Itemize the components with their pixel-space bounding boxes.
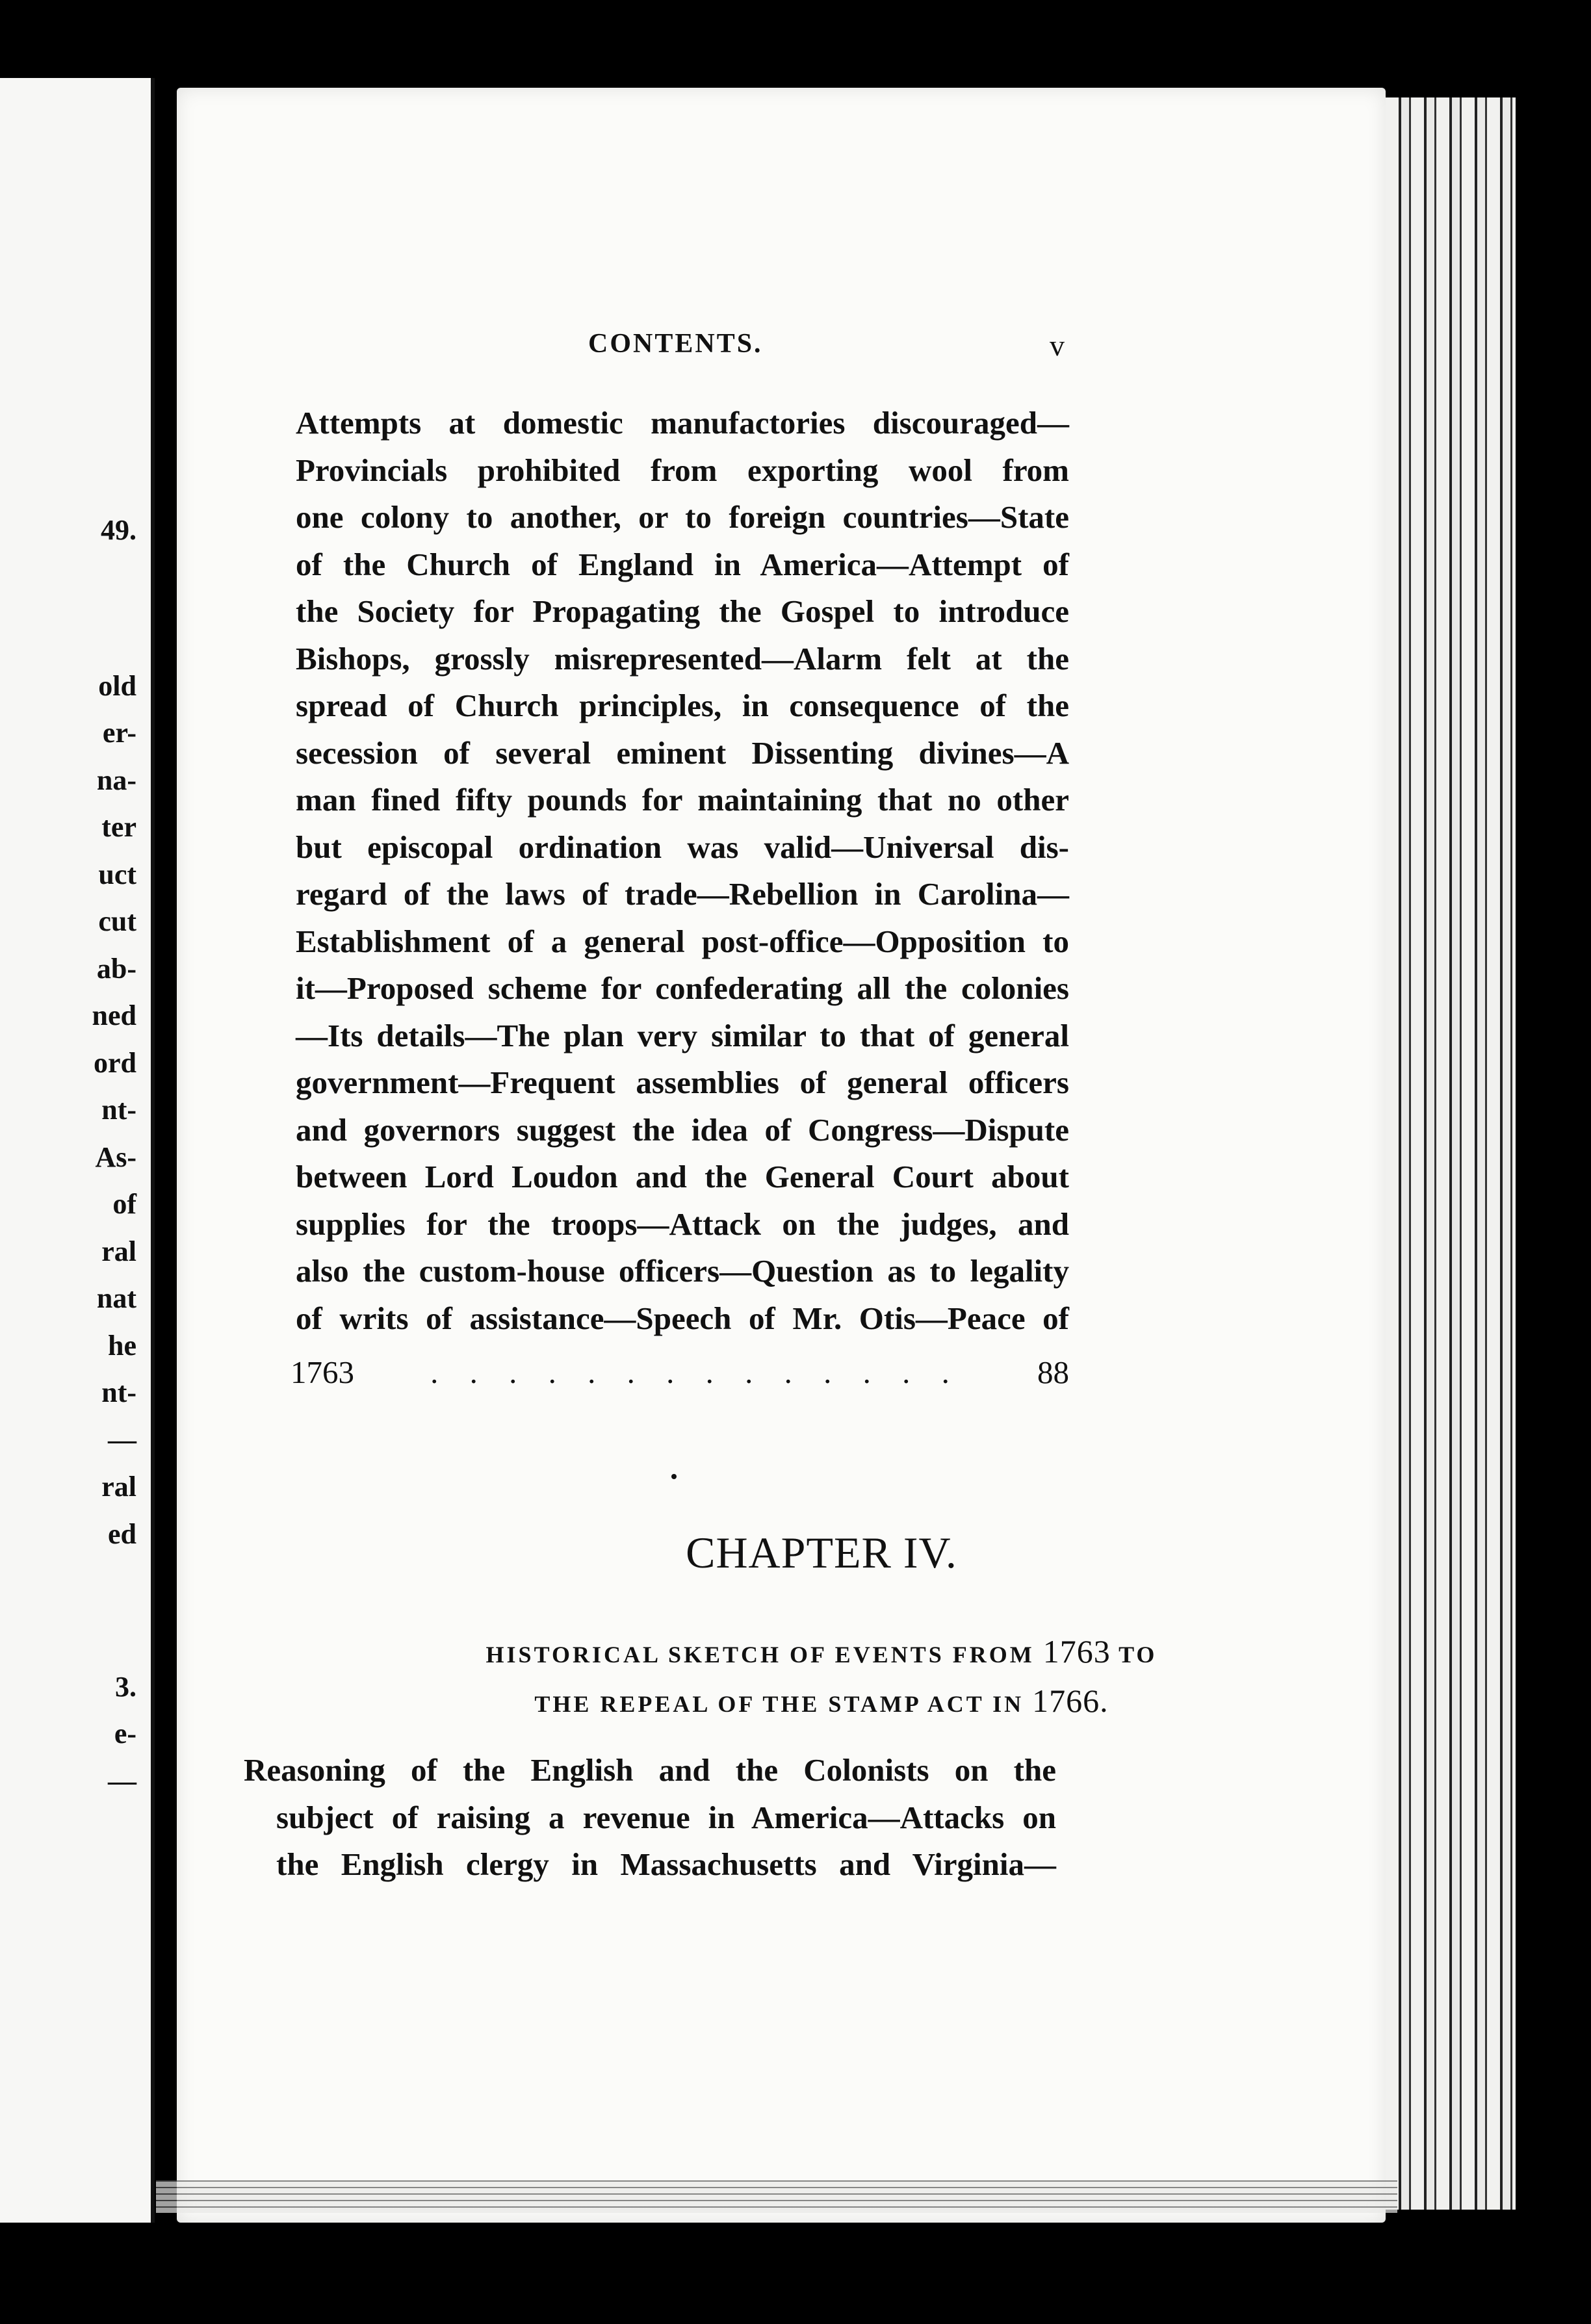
previous-page-fragment: 49. — [101, 514, 136, 546]
running-head — [0, 328, 1591, 367]
contents-text-line: but episcopal ordination was valid—Universal dis- — [296, 829, 1069, 865]
contents-text-line: one colony to another, or to foreign countries—State — [296, 499, 1069, 535]
previous-page-fragment: of — [112, 1188, 136, 1220]
previous-page-fragment: he — [108, 1330, 136, 1362]
toc-entry-page: 88 — [1037, 1354, 1069, 1390]
chapter-heading: CHAPTER IV. — [686, 1528, 957, 1577]
previous-page-fragment: nat — [96, 1282, 136, 1314]
previous-page-sliver — [0, 78, 155, 2223]
previous-page-fragment: ter — [101, 811, 136, 843]
contents-text-line: —Its details—The plan very similar to that of general — [296, 1017, 1069, 1053]
previous-page-fragment: na- — [96, 764, 136, 796]
previous-page-fragment: — — [108, 1765, 136, 1797]
chapter-subtitle-line-2 — [0, 1682, 1591, 1720]
previous-page-fragment: old — [98, 670, 136, 702]
contents-text-line: Provincials prohibited from exporting wool from — [296, 452, 1069, 488]
previous-page-fragment: nt- — [101, 1094, 136, 1126]
contents-text-line: between Lord Loudon and the General Court about — [296, 1159, 1069, 1194]
chapter-subtitle-tail-1: TO — [1119, 1642, 1158, 1668]
chapter-subtitle-line-1 — [0, 1633, 1591, 1670]
previous-page-fragment: er- — [102, 717, 136, 749]
page-number: v — [1050, 329, 1065, 362]
contents-text-line: of the Church of England in America—Attempt of — [296, 546, 1069, 582]
contents-text-line: man fined fifty pounds for maintaining that no other — [296, 782, 1069, 818]
contents-text-line: regard of the laws of trade—Rebellion in Carolina— — [296, 876, 1069, 912]
previous-page-fragment: e- — [114, 1718, 136, 1749]
previous-page-fragment: ed — [108, 1518, 136, 1550]
previous-page-fragment: As- — [95, 1141, 136, 1173]
previous-page-fragment: ord — [94, 1047, 136, 1079]
toc-entry-year: 1763 — [291, 1354, 354, 1390]
previous-page-fragment: — — [108, 1424, 136, 1456]
contents-text-line: Attempts at domestic manufactories discouraged— — [296, 405, 1069, 441]
contents-text-line: also the custom-house officers—Question as to legality — [296, 1253, 1069, 1289]
contents-text-line: secession of several eminent Dissenting divines—A — [296, 734, 1069, 771]
contents-text-line: the Society for Propagating the Gospel to introduce — [296, 593, 1069, 629]
previous-page-fragment: nt- — [101, 1376, 136, 1408]
contents-text-line: Bishops, grossly misrepresented—Alarm felt at the — [296, 640, 1069, 677]
chapter-summary-line: subject of raising a revenue in America—Attacks on — [276, 1800, 1056, 1835]
contents-text-line: spread of Church principles, in consequence of the — [296, 688, 1069, 723]
previous-page-fragment: 3. — [115, 1671, 136, 1703]
chapter-subtitle-text-2: THE REPEAL OF THE STAMP ACT IN — [534, 1691, 1024, 1717]
contents-text-line: of writs of assistance—Speech of Mr. Otis—Peace of — [296, 1300, 1069, 1336]
page-edges-stack — [1386, 97, 1516, 2210]
chapter-subtitle-year-1: 1763 — [1042, 1633, 1111, 1670]
chapter-summary-line: the English clergy in Massachusetts and Virginia— — [276, 1846, 1056, 1882]
chapter-subtitle-year-2: 1766. — [1032, 1683, 1109, 1719]
previous-page-fragment: cut — [98, 905, 136, 937]
contents-text-line: supplies for the troops—Attack on the judges, and — [296, 1206, 1069, 1242]
contents-text-line: and governors suggest the idea of Congress—Dispute — [296, 1111, 1069, 1148]
chapter-summary-line: Reasoning of the English and the Colonists on the — [244, 1752, 1056, 1788]
page-bottom-edge — [156, 2180, 1397, 2213]
contents-text-line: government—Frequent assemblies of general officers — [296, 1065, 1069, 1100]
leader-dots: . . . . . . . . . . . . . . — [430, 1354, 961, 1390]
stray-dot-mark — [671, 1474, 677, 1479]
previous-page-fragment: ral — [101, 1471, 136, 1503]
running-title: CONTENTS. — [588, 329, 763, 359]
previous-page-fragment: uct — [98, 859, 136, 890]
previous-page-fragment: ral — [101, 1235, 136, 1267]
toc-entry-end — [291, 1354, 1069, 1391]
previous-page-fragment: ab- — [96, 953, 136, 985]
contents-text-line: it—Proposed scheme for confederating all the colonies — [296, 970, 1069, 1006]
chapter-subtitle-text-1: HISTORICAL SKETCH OF EVENTS FROM — [485, 1642, 1035, 1668]
contents-text-line: Establishment of a general post-office—Opposition to — [296, 923, 1069, 959]
previous-page-fragment: ned — [92, 1000, 136, 1031]
